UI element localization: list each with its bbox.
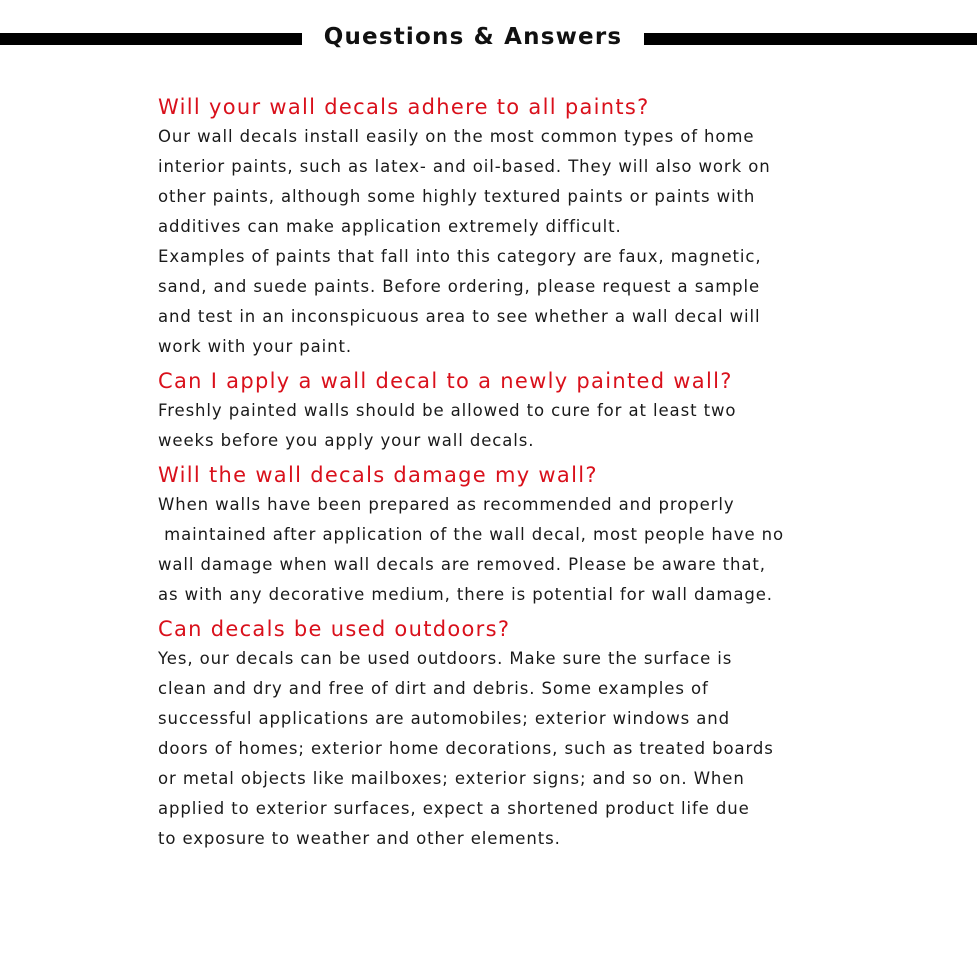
faq-answer — [158, 122, 838, 362]
faq-item — [158, 460, 838, 610]
faq-question: Will your wall decals adhere to all paints? — [158, 95, 650, 119]
header-rule-right — [644, 33, 977, 45]
answer-line: or metal objects like mailboxes; exterior signs; and so on. When — [158, 769, 745, 788]
answer-line: clean and dry and free of dirt and debris. Some examples of — [158, 679, 709, 698]
answer-line: When walls have been prepared as recommended and properly — [158, 495, 735, 514]
answer-line: weeks before you apply your wall decals. — [158, 431, 535, 450]
answer-line: as with any decorative medium, there is potential for wall damage. — [158, 585, 773, 604]
answer-line: and test in an inconspicuous area to see whether a wall decal will — [158, 307, 761, 326]
answer-line: Examples of paints that fall into this category are faux, magnetic, — [158, 247, 762, 266]
faq-answer — [158, 490, 838, 610]
answer-line: wall damage when wall decals are removed. Please be aware that, — [158, 555, 766, 574]
answer-line: work with your paint. — [158, 337, 353, 356]
answer-line: maintained after application of the wall decal, most people have no — [158, 525, 785, 544]
answer-line: applied to exterior surfaces, expect a shortened product life due — [158, 799, 750, 818]
answer-line: other paints, although some highly textured paints or paints with — [158, 187, 756, 206]
faq-question: Will the wall decals damage my wall? — [158, 463, 598, 487]
faq-answer — [158, 396, 838, 456]
answer-line: Our wall decals install easily on the most common types of home — [158, 127, 755, 146]
faq-answer — [158, 644, 838, 854]
section-header — [0, 0, 977, 80]
answer-line: Freshly painted walls should be allowed to cure for at least two — [158, 401, 737, 420]
answer-line: interior paints, such as latex- and oil-based. They will also work on — [158, 157, 771, 176]
answer-line: sand, and suede paints. Before ordering, please request a sample — [158, 277, 761, 296]
answer-line: additives can make application extremely difficult. — [158, 217, 622, 236]
answer-line: successful applications are automobiles; exterior windows and — [158, 709, 731, 728]
faq-item — [158, 614, 838, 854]
answer-line: to exposure to weather and other elements. — [158, 829, 561, 848]
header-rule-left — [0, 33, 302, 45]
page-title: Questions & Answers — [323, 24, 623, 50]
answer-line: Yes, our decals can be used outdoors. Make sure the surface is — [158, 649, 733, 668]
faq-question: Can I apply a wall decal to a newly painted wall? — [158, 369, 733, 393]
faq-item — [158, 92, 838, 362]
faq-question: Can decals be used outdoors? — [158, 617, 511, 641]
answer-line: doors of homes; exterior home decorations, such as treated boards — [158, 739, 774, 758]
faq-item — [158, 366, 838, 456]
faq-list — [158, 92, 838, 854]
